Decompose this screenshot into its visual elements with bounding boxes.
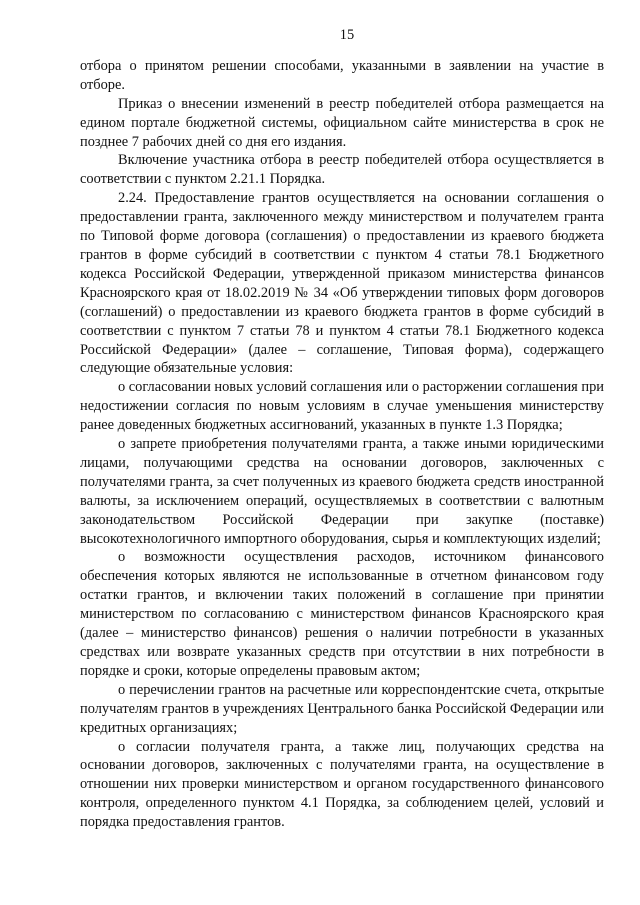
paragraph-6: о запрете приобретения получателями гранта, а также иными юридическими лицами, получающими средства на основании договоров, заключенных с получателями гранта, за счет полученных из краевого бюджета средств иностранной валюты, за исключением операций, осуществляемых в соответствии с валютным законодательством Российской Федерации при закупке (поставке) высокотехнологичного импортного оборудования, сырья и комплектующих изделий; (80, 436, 604, 547)
paragraph-2: Приказ о внесении изменений в реестр победителей отбора размещается на едином портале бюджетной системы, официальном сайте министерства в срок не позднее 7 рабочих дней со дня его издания. (80, 95, 604, 150)
paragraph-8: о перечислении грантов на расчетные или корреспондентские счета, открытые получателям грантов в учреждениях Центрального банка Российской Федерации или кредитных организациях; (80, 681, 604, 736)
document-body (80, 57, 604, 832)
paragraph-1: отбора о принятом решении способами, указанными в заявлении на участие в отборе. (80, 57, 604, 93)
page-number: 15 (339, 27, 355, 43)
paragraph-9: о согласии получателя гранта, а также лиц, получающих средства на основании договоров, заключенных с получателями гранта, на осуществление в отношении них проверки министерством и органом государственного финансового контроля, определенного пунктом 4.1 Порядка, за соблюдением целей, условий и порядка предоставления грантов. (80, 738, 604, 831)
paragraph-4: 2.24. Предоставление грантов осуществляется на основании соглашения о предоставлении гранта, заключенного между министерством и получателем гранта по Типовой форме договора (соглашения) о предоставлении из краевого бюджета грантов в форме субсидий в соответствии с пунктом 4 статьи 78.1 Бюджетного кодекса Российской Федерации, утвержденной приказом министерства финансов Красноярского края от 18.02.2019 № 34 «Об утверждении типовых форм договоров (соглашений) о предоставлении из краевого бюджета грантов в форме субсидий в соответствии с пунктом 7 статьи 78 и пунктом 4 статьи 78.1 Бюджетного кодекса Российской Федерации» (далее – соглашение, Типовая форма), содержащего следующие обязательные условия: (80, 190, 604, 377)
paragraph-5: о согласовании новых условий соглашения или о расторжении соглашения при недостижении согласия по новым условиям в случае уменьшения министерству ранее доведенных бюджетных ассигнований, указанных в пункте 1.3 Порядка; (80, 379, 604, 434)
paragraph-3: Включение участника отбора в реестр победителей отбора осуществляется в соответствии с пунктом 2.21.1 Порядка. (80, 152, 604, 188)
paragraph-7: о возможности осуществления расходов, источником финансового обеспечения которых являются не использованные в отчетном финансовом году остатки грантов, и включении таких положений в соглашение при принятии министерством по согласованию с министерством финансов Красноярского края (далее – министерство финансов) решения о наличии потребности в указанных средствах или возврате указанных средств при отсутствии в них потребности в порядке и сроки, которые определены правовым актом; (80, 549, 604, 679)
